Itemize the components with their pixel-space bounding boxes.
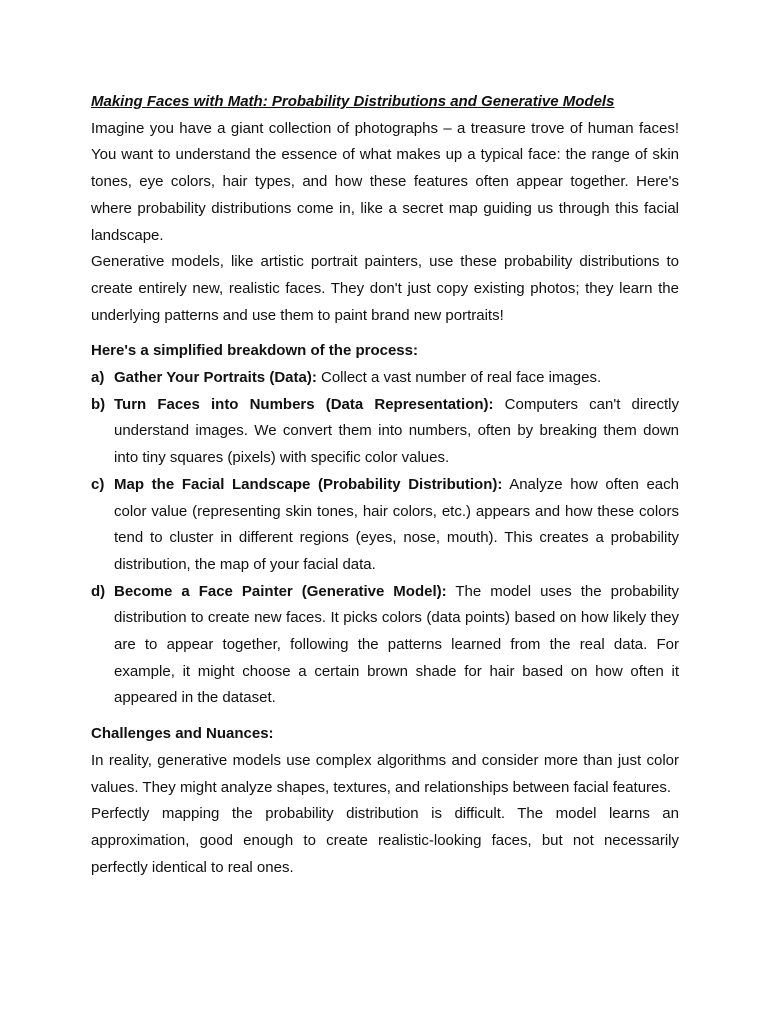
list-item-term: Map the Facial Landscape (Probability Distribution): [114,475,503,493]
list-item-text: The model uses the probability distribution to create new faces. It picks colors (data points) based on how likely they are to appear together, following the patterns learned from the real data. For example, it might choose a certain brown shade for hair based on how often it appeared in the dataset. [114,582,679,707]
challenges-heading: Challenges and Nuances: [91,725,274,743]
list-item-term: Become a Face Painter (Generative Model): [114,582,447,600]
list-item-marker: c) [91,475,105,493]
list-item-text: Computers can't directly understand images. We convert them into numbers, often by breaking them down into tiny squares (pixels) with specific color values. [114,395,679,467]
list-item-marker: d) [91,582,106,600]
list-item [91,579,679,713]
challenges-paragraph-1: In reality, generative models use complex algorithms and consider more than just color values. They might analyze shapes, textures, and relationships between facial features. [91,751,679,796]
process-steps-list [91,365,679,712]
list-item-marker: a) [91,369,105,387]
document-title: Making Faces with Math: Probability Distributions and Generative Models [91,93,615,110]
list-item-marker: b) [91,395,106,413]
intro-paragraph-2: Generative models, like artistic portrait painters, use these probability distributions to create entirely new, realistic faces. They don't just copy existing photos; they learn the underlying patterns and use them to paint brand new portraits! [91,253,679,324]
list-item [91,472,679,579]
list-item-text: Collect a vast number of real face images. [316,369,602,387]
intro-paragraph-1: Imagine you have a giant collection of photographs – a treasure trove of human faces! You want to understand the essence of what makes up a typical face: the range of skin tones, eye colors, hair types, and how these features often appear together. Here's where probability distributions come in, like a secret map guiding us through this facial landscape. [91,119,679,244]
breakdown-heading: Here's a simplified breakdown of the process: [91,342,418,360]
list-item-term: Gather Your Portraits (Data): [114,369,317,387]
list-item-text: Analyze how often each color value (representing skin tones, hair colors, etc.) appears and how these colors tend to cluster in different regions (eyes, nose, mouth). This creates a probability distribution, the map of your facial data. [114,475,679,573]
list-item-term: Turn Faces into Numbers (Data Representation): [114,395,494,413]
list-item [91,392,679,472]
list-item [91,365,679,392]
challenges-paragraph-2: Perfectly mapping the probability distribution is difficult. The model learns an approximation, good enough to create realistic-looking faces, but not necessarily perfectly identical to real ones. [91,805,679,876]
document-page [91,88,679,881]
